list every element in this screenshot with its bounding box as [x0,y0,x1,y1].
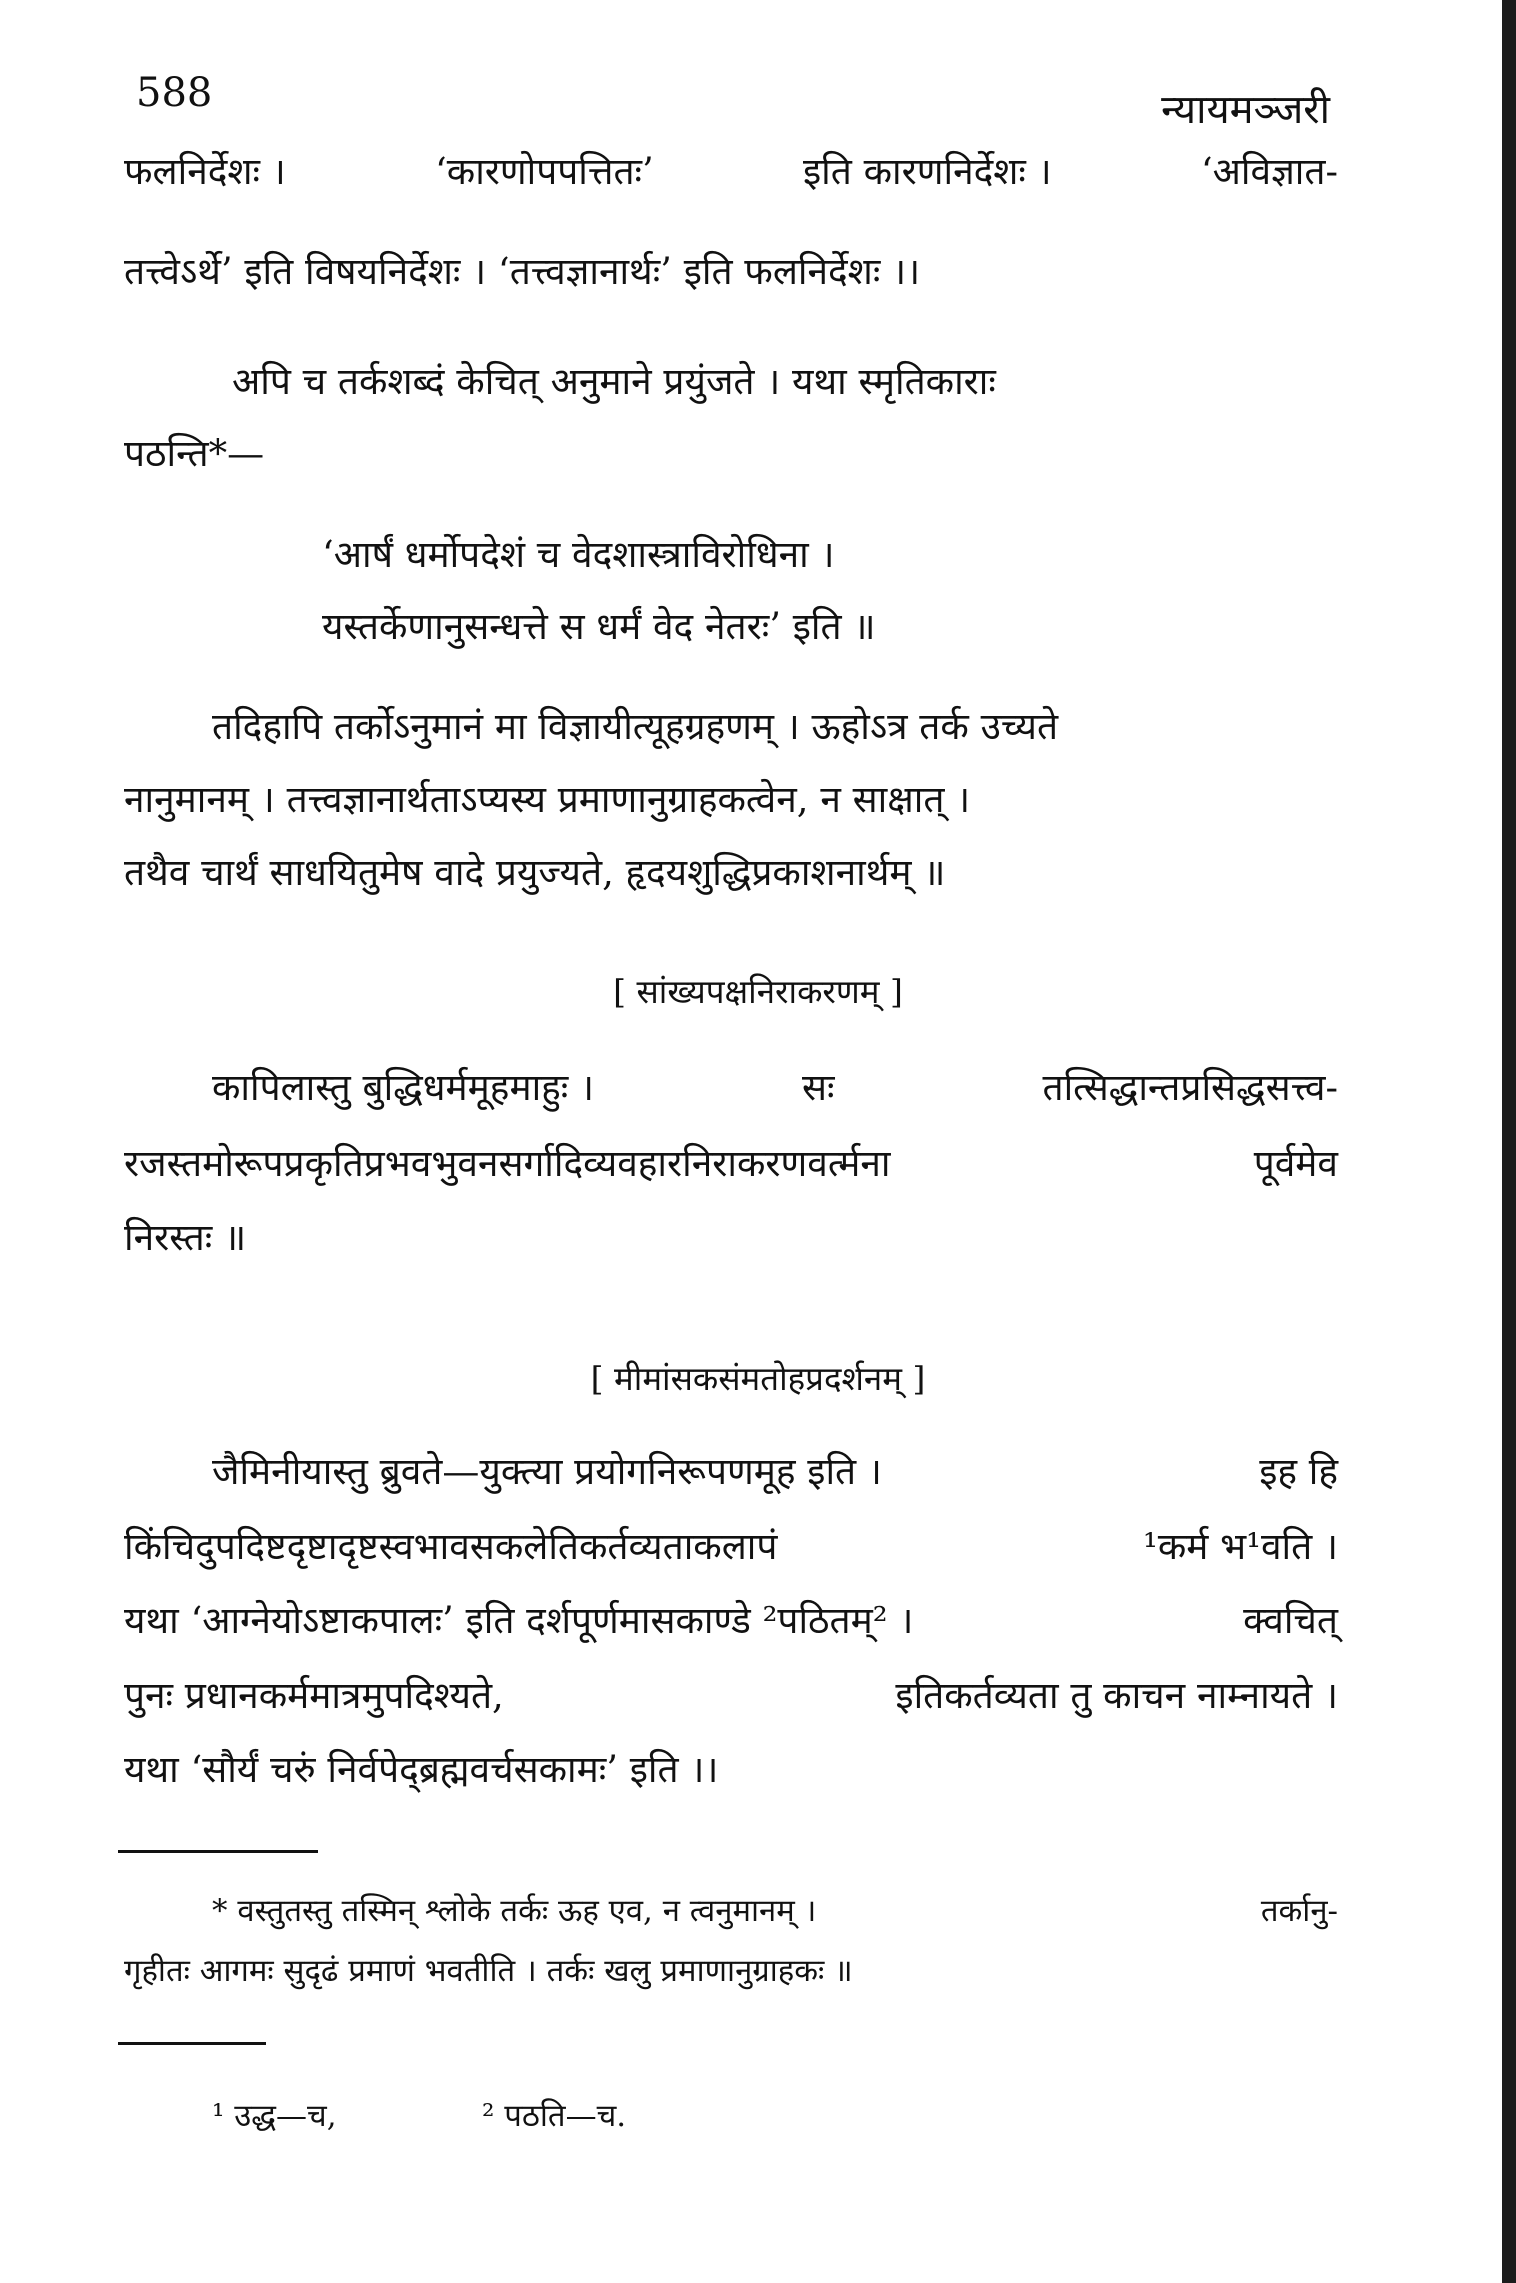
paragraph2-line2: पठन्ति*— [124,432,265,475]
text-segment: सः [802,1066,835,1109]
footnote-separator [118,1850,318,1853]
text-segment: किंचिदुपदिष्टदृष्टादृष्टस्वभावसकलेतिकर्तव्यताकलापं [124,1525,778,1568]
text-segment: फलनिर्देशः । [124,150,286,193]
variant-notes-separator [118,2042,266,2045]
section2-line1 [212,1442,1338,1502]
text-segment: इह हि [1259,1450,1338,1493]
text-segment: इतिकर्तव्यता तु काचन नाम्नायते । [895,1674,1338,1717]
paragraph3-line3: तथैव चार्थं साधयितुमेष वादे प्रयुज्यते, हृदयशुद्धिप्रकाशनार्थम् ॥ [124,851,946,894]
text-segment: इति कारणनिर्देशः । [803,150,1052,193]
text-segment: * वस्तुतस्तु तस्मिन् श्लोके तर्कः ऊह एव, न त्वनुमानम् । [212,1893,817,1929]
paragraph3-line1: तदिहापि तर्कोऽनुमानं मा विज्ञायीत्यूहग्रहणम् । ऊहोऽत्र तर्क उच्यते [212,705,1059,748]
text-segment: ‘अविज्ञात- [1200,150,1338,193]
footnote-line2: गृहीतः आगमः सुदृढं प्रमाणं भवतीति । तर्कः खलु प्रमाणानुग्राहकः ॥ [124,1953,853,1989]
book-spine-edge [1502,0,1516,2283]
verse-line1: ‘आर्षं धर्मोपदेशं च वेदशास्त्राविरोधिना । [322,533,835,576]
footnote-line1 [212,1885,1338,1937]
page-number: 588 [136,70,213,116]
variant-note-2: ² पठति—च. [482,2098,627,2134]
text-segment: तर्कानु- [1260,1893,1338,1929]
section-heading: [ सांख्यपक्षनिराकरणम् ] [613,972,903,1011]
text-segment: पुनः प्रधानकर्ममात्रमुपदिश्यते, [124,1674,504,1717]
section2-line5: यथा ‘सौर्यं चरुं निर्वपेद्ब्रह्मवर्चसकामः’ इति ।। [124,1748,719,1791]
section2-line4 [124,1666,1338,1726]
section1-line2 [124,1134,1338,1194]
text-segment: कापिलास्तु बुद्धिधर्ममूहमाहुः । [212,1066,595,1109]
text-segment: क्वचित् [1243,1599,1338,1642]
variant-note-1: ¹ उद्ध—च, [212,2098,337,2134]
paragraph2-line1: अपि च तर्कशब्दं केचित् अनुमाने प्रयुंजते । यथा स्मृतिकाराः [232,360,996,403]
section2-line3 [124,1591,1338,1651]
section-heading: [ मीमांसकसंमतोहप्रदर्शनम् ] [590,1359,926,1398]
text-segment: रजस्तमोरूपप्रकृतिप्रभवभुवनसर्गादिव्यवहारनिराकरणवर्त्मना [124,1142,891,1185]
paragraph1-line1 [124,142,1338,202]
text-segment: पूर्वमेव [1253,1142,1338,1185]
paragraph3-line2: नानुमानम् । तत्त्वज्ञानार्थताऽप्यस्य प्रमाणानुग्राहकत्वेन, न साक्षात् । [124,778,971,821]
paragraph1-line2: तत्त्वेऽर्थे’ इति विषयनिर्देशः । ‘तत्त्वज्ञानार्थः’ इति फलनिर्देशः ।। [124,250,921,293]
section2-line2 [124,1517,1338,1577]
text-segment: जैमिनीयास्तु ब्रुवते—युक्त्या प्रयोगनिरूपणमूह इति । [212,1450,882,1493]
text-segment: ¹कर्म भ¹वति । [1142,1525,1338,1568]
section1-line3: निरस्तः ॥ [124,1216,247,1259]
text-segment: यथा ‘आग्नेयोऽष्टाकपालः’ इति दर्शपूर्णमासकाण्डे ²पठितम्² । [124,1599,914,1642]
text-segment: ‘कारणोपपत्तितः’ [435,150,654,193]
running-header: न्यायमञ्जरी [1161,87,1330,133]
text-segment: तत्सिद्धान्तप्रसिद्धसत्त्व- [1042,1066,1338,1109]
verse-line2: यस्तर्केणानुसन्धत्ते स धर्मं वेद नेतरः’ इति ॥ [322,605,876,648]
section1-line1 [212,1058,1338,1118]
